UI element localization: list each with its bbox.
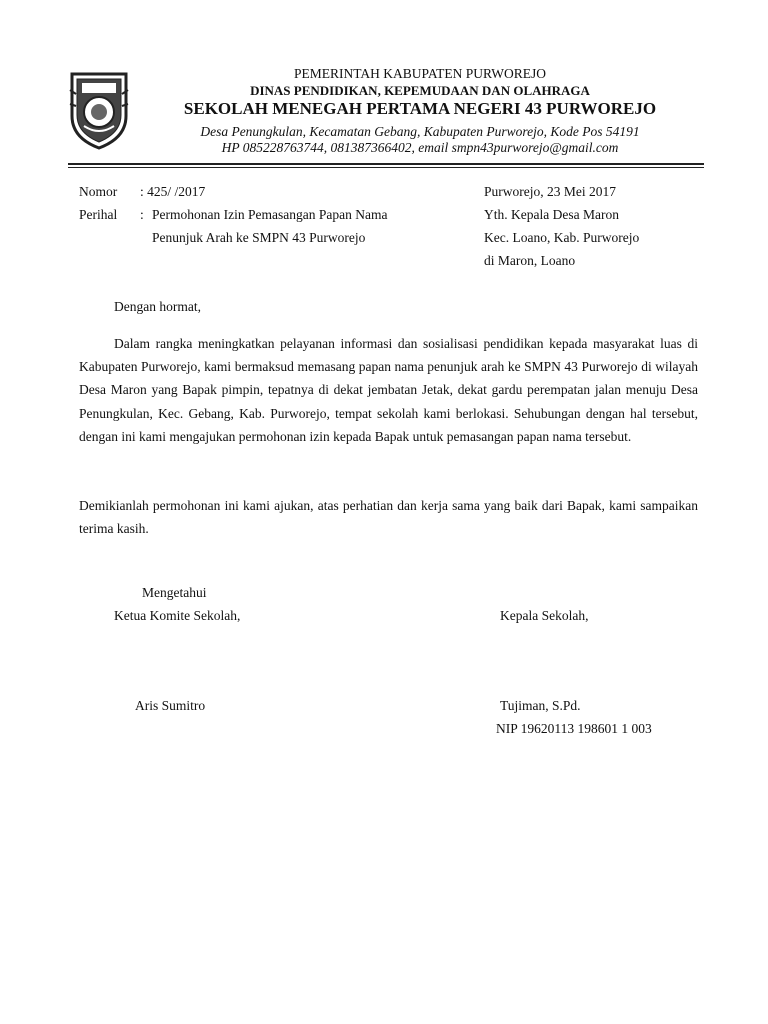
perihal-line-1: Permohonan Izin Pemasangan Papan Nama (152, 207, 388, 222)
body-paragraph-1 (79, 332, 698, 448)
perihal-line-2: Penunjuk Arah ke SMPN 43 Purworejo (152, 230, 366, 245)
nomor-label: Nomor (79, 184, 118, 199)
letterhead-contact: HP 085228763744, 081387366402, email smpn43purworejo@gmail.com (221, 140, 619, 155)
perihal-separator: : (140, 207, 144, 222)
committee-chair-name: Aris Sumitro (135, 698, 206, 713)
letterhead-school-name: SEKOLAH MENEGAH PERTAMA NEGERI 43 PURWOREJO (183, 99, 657, 118)
principal-title: Kepala Sekolah, (500, 608, 589, 623)
body-paragraph-1-text: Dalam rangka meningkatkan pelayanan informasi dan sosialisasi pendidikan kepada masyarakat luas di Kabupaten Purworejo, kami bermaksud memasang papan nama penunjuk arah ke SMPN 43 Purworejo di wilayah Desa Maron yang Bapak pimpin, tepatnya di dekat jembatan Jetak, dekat gardu perempatan jalan menuju Desa Penungkulan, Kec. Gebang, Kab. Purworejo, tempat sekolah kami berlokasi. Sehubungan dengan hal tersebut, dengan ini kami mengajukan permohonan izin kepada Bapak untuk pemasangan papan nama tersebut. (79, 336, 698, 444)
letterhead-department: DINAS PENDIDIKAN, KEPEMUDAAN DAN OLAHRAGA (250, 83, 590, 98)
body-paragraph-2: Demikianlah permohonan ini kami ajukan, atas perhatian dan kerja sama yang baik dari Bapak, kami sampaikan terima kasih. (79, 498, 698, 537)
letterhead-government: PEMERINTAH KABUPATEN PURWOREJO (294, 66, 546, 81)
letter-date: Purworejo, 23 Mei 2017 (484, 184, 616, 199)
perihal-label: Perihal (79, 207, 118, 222)
acknowledged-label: Mengetahui (142, 585, 207, 600)
nomor-value: : 425/ /2017 (140, 184, 206, 199)
letterhead-divider (68, 163, 704, 165)
regency-emblem-icon (66, 68, 132, 150)
principal-nip: NIP 19620113 198601 1 003 (496, 721, 652, 736)
recipient-line-2: Kec. Loano, Kab. Purworejo (484, 230, 640, 245)
recipient-line-3: di Maron, Loano (484, 253, 576, 268)
salutation: Dengan hormat, (114, 299, 201, 314)
letterhead-divider-thin (68, 167, 704, 168)
committee-chair-title: Ketua Komite Sekolah, (114, 608, 241, 623)
recipient-line-1: Yth. Kepala Desa Maron (484, 207, 619, 222)
letterhead-address: Desa Penungkulan, Kecamatan Gebang, Kabupaten Purworejo, Kode Pos 54191 (200, 124, 640, 139)
principal-name: Tujiman, S.Pd. (500, 698, 581, 713)
